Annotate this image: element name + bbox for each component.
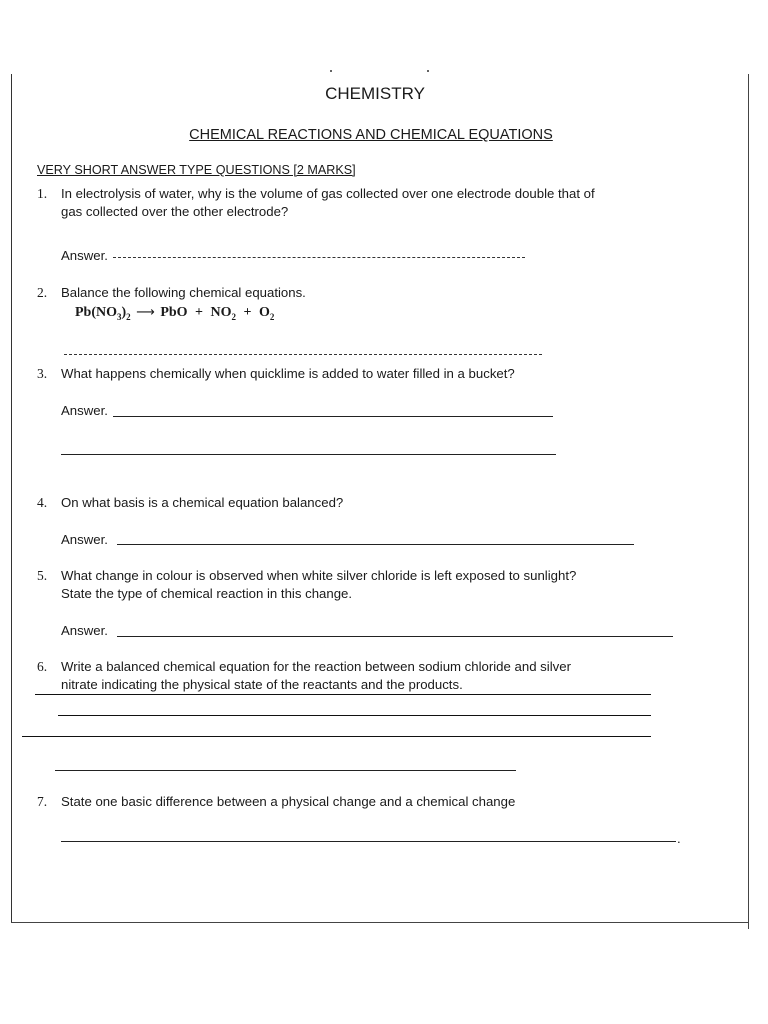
answer-label: Answer. (61, 403, 108, 418)
equation-product: NO (210, 305, 232, 320)
equation-subscript: 3 (117, 311, 122, 322)
equation-subscript: 2 (269, 311, 275, 322)
answer-line[interactable] (113, 257, 525, 258)
question-text: State one basic difference between a physical change and a chemical change (61, 794, 516, 809)
question-number: 4. (37, 495, 48, 510)
question-number: 5. (37, 568, 48, 583)
question-number: 6. (37, 659, 48, 674)
answer-line[interactable] (117, 636, 673, 637)
question-number: 1. (37, 186, 48, 201)
chapter-title: CHEMICAL REACTIONS AND CHEMICAL EQUATIONS (189, 127, 553, 143)
answer-label: Answer. (61, 532, 108, 547)
equation-subscript: 2 (126, 311, 131, 322)
question-text: gas collected over the other electrode? (61, 204, 289, 219)
chemical-equation (75, 303, 274, 327)
question-text: In electrolysis of water, why is the volume of gas collected over one electrode double that of (61, 186, 595, 201)
question-text: Balance the following chemical equations. (61, 285, 306, 300)
answer-line[interactable] (117, 544, 634, 545)
page-border-right (748, 74, 749, 929)
question-number: 2. (37, 285, 48, 300)
page-border-left (11, 74, 12, 922)
question-text: State the type of chemical reaction in this change. (61, 586, 353, 601)
equation-reactant: Pb(NO (75, 305, 117, 320)
answer-line[interactable] (35, 694, 651, 695)
question-number: 7. (37, 794, 48, 809)
question-text: Write a balanced chemical equation for the reaction between sodium chloride and silver (61, 659, 571, 674)
equation-subscript: 2 (231, 311, 237, 322)
answer-line[interactable] (61, 454, 556, 455)
answer-line[interactable] (58, 715, 651, 716)
question-text: What change in colour is observed when white silver chloride is left exposed to sunlight? (61, 568, 577, 583)
question-text: On what basis is a chemical equation balanced? (61, 495, 344, 510)
scan-mark (330, 70, 332, 72)
answer-label: Answer. (61, 623, 108, 638)
equation-plus: + (195, 305, 204, 320)
answer-line[interactable] (61, 841, 676, 842)
equation-plus: + (243, 305, 252, 320)
answer-line[interactable] (22, 736, 651, 737)
equation-reactant-close: ) (121, 305, 127, 320)
answer-line[interactable] (55, 770, 516, 771)
answer-label: Answer. (61, 248, 108, 263)
answer-line[interactable] (64, 354, 542, 355)
section-heading: VERY SHORT ANSWER TYPE QUESTIONS [2 MARKS] (37, 163, 356, 177)
line-end-mark: . (677, 831, 681, 846)
scan-mark (427, 70, 429, 72)
equation-product: O (259, 305, 270, 320)
equation-product: PbO (160, 305, 188, 320)
page-border-bottom (11, 922, 748, 923)
question-text: nitrate indicating the physical state of the reactants and the products. (61, 677, 463, 692)
question-number: 3. (37, 366, 48, 381)
answer-line[interactable] (113, 416, 553, 417)
page-title: CHEMISTRY (325, 84, 425, 103)
question-text: What happens chemically when quicklime is added to water filled in a bucket? (61, 366, 515, 381)
reaction-arrow-icon: ⟶ (136, 305, 155, 320)
